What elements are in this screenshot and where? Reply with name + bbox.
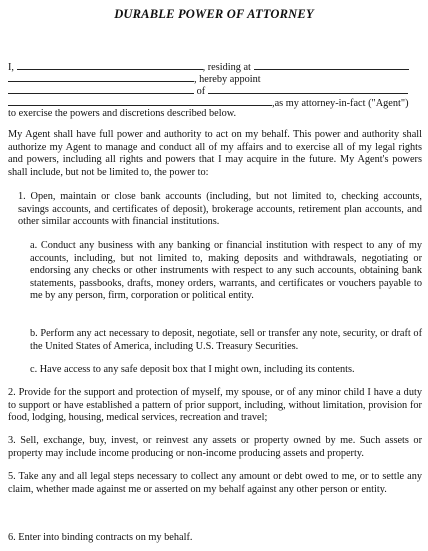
- list-item-6: 6. Enter into binding contracts on my behalf.: [8, 532, 193, 543]
- list-item-1: 1. Open, maintain or close bank accounts (including, but not limited to, checking accounts, savings accounts, and certificates of deposit), brokerage accounts, retirement plan accounts, and other similar accounts with financial institutions.: [18, 191, 422, 228]
- intro-paragraph: My Agent shall have full power and authority to act on my behalf. This power and authority shall authorize my Agent to manage and conduct all of my affairs and to exercise all of my legal rights and powers, including all rights and powers that I may acquire in the future. My Agent's powers shall include, but not be limited to, the power to:: [8, 129, 422, 178]
- header-of-label: of: [196, 86, 206, 97]
- list-item-1b: b. Perform any act necessary to deposit, negotiate, sell or transfer any note, security, or draft of the United States of America, including U.S. Treasury Securities.: [30, 328, 422, 352]
- header-i-label: I,: [8, 62, 15, 73]
- header-line-2: [8, 72, 420, 84]
- list-item-1c: c. Have access to any safe deposit box that I might own, including its contents.: [30, 364, 355, 375]
- header-appoint-label: , hereby appoint: [194, 74, 261, 85]
- agent-name-blank[interactable]: [8, 84, 194, 94]
- list-item-2: 2. Provide for the support and protection of myself, my spouse, or of any minor child I have a duty to support or have established a pattern of prior support, including, without limitation, provision for food, lodging, housing, medical services, recreation and travel;: [8, 387, 422, 424]
- principal-address-blank-2[interactable]: [8, 72, 194, 82]
- list-item-5: 5. Take any and all legal steps necessary to collect any amount or debt owed to me, or to settle any claim, whether made against me or asserted on my behalf against any other person or entity.: [8, 471, 422, 495]
- header-line-5: to exercise the powers and discretions described below.: [8, 108, 237, 119]
- list-item-3: 3. Sell, exchange, buy, invest, or reinvest any assets or property owned by me. Such assets or property may include income producing or non-income producing assets and property.: [8, 435, 422, 459]
- header-attorney-label: ,as my attorney-in-fact ("Agent"): [272, 98, 409, 109]
- principal-name-blank[interactable]: [17, 60, 203, 70]
- agent-address-blank[interactable]: [208, 84, 408, 94]
- list-item-1a: a. Conduct any business with any banking or financial institution with respect to any of my accounts, including, but not limited to, making deposits and withdrawals, negotiating or endorsing any checks or other instruments with respect to any such accounts, obtaining bank statements, passbooks, drafts, money orders, warrants, and certificates or vouchers payable to me by any person, firm, corporation or political entity.: [30, 240, 422, 302]
- header-residing-label: , residing at: [202, 62, 251, 73]
- header-line-3: [8, 84, 420, 96]
- principal-address-blank[interactable]: [254, 60, 409, 70]
- document-title: DURABLE POWER OF ATTORNEY: [114, 7, 314, 21]
- agent-address-blank-2[interactable]: [8, 96, 272, 106]
- header-line-4: [8, 96, 420, 108]
- header-line-1: [8, 60, 420, 72]
